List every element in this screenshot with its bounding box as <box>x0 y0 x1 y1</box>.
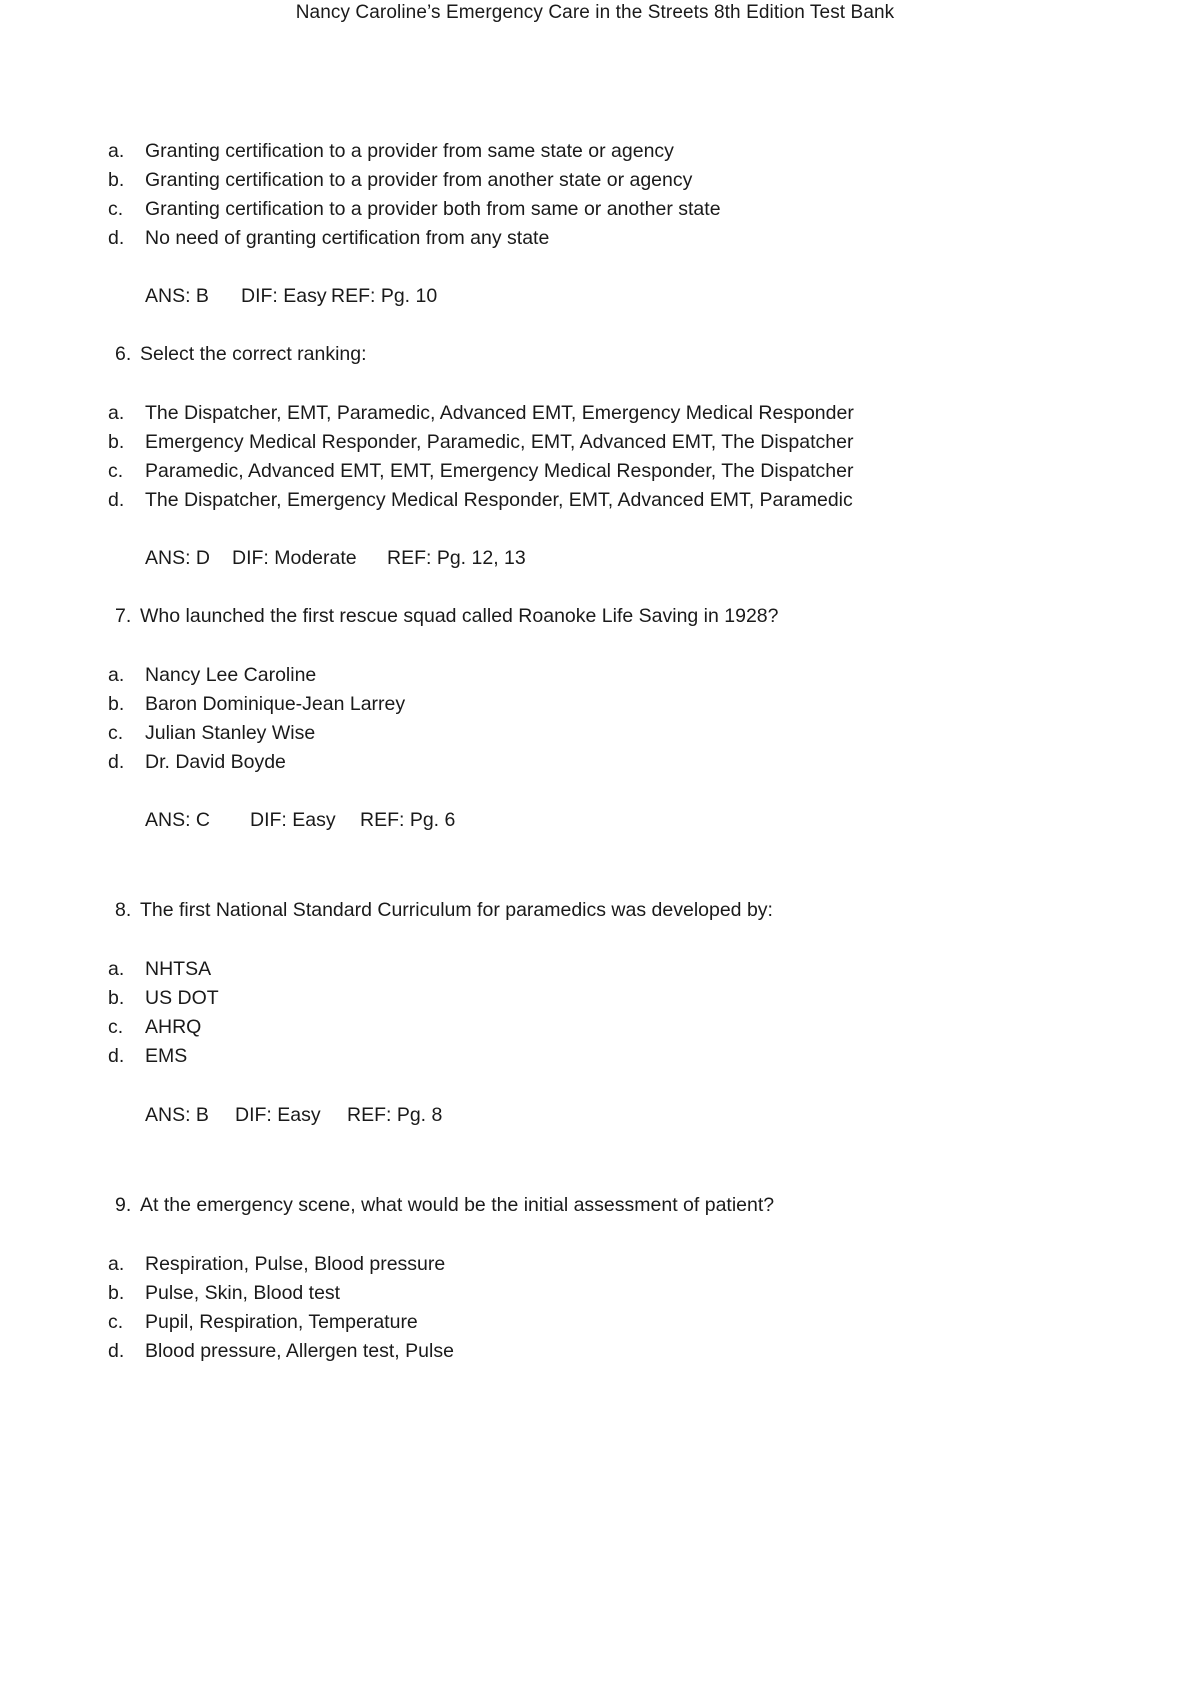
answer-key: ANS: C <box>145 809 211 831</box>
option-text: Emergency Medical Responder, Paramedic, EMT, Advanced EMT, The Dispatcher <box>145 431 854 453</box>
option-text: NHTSA <box>145 958 212 980</box>
option-letter: d. <box>108 227 125 249</box>
option-letter: a. <box>108 140 125 162</box>
option-letter: b. <box>108 987 125 1009</box>
option-letter: d. <box>108 489 125 511</box>
answer-key: ANS: D <box>145 547 211 569</box>
option-text: No need of granting certification from any state <box>145 227 550 249</box>
option-text: Granting certification to a provider both from same or another state <box>145 198 721 220</box>
option-letter: d. <box>108 1045 125 1067</box>
answer-key: ANS: B <box>145 1104 209 1126</box>
reference: REF: Pg. 10 <box>331 285 438 307</box>
option-text: Respiration, Pulse, Blood pressure <box>145 1253 446 1275</box>
question-number: 8. <box>115 899 132 921</box>
option-text: Nancy Lee Caroline <box>145 664 317 686</box>
page-header: Nancy Caroline’s Emergency Care in the Streets 8th Edition Test Bank <box>295 2 895 23</box>
question-text: Select the correct ranking: <box>140 343 367 365</box>
option-letter: c. <box>108 198 124 220</box>
option-letter: a. <box>108 402 125 424</box>
option-text: Julian Stanley Wise <box>145 722 316 744</box>
difficulty: DIF: Easy <box>250 809 336 831</box>
option-letter: a. <box>108 1253 125 1275</box>
option-text: Baron Dominique-Jean Larrey <box>145 693 406 715</box>
option-letter: b. <box>108 1282 125 1304</box>
option-letter: d. <box>108 751 125 773</box>
option-letter: a. <box>108 958 125 980</box>
option-letter: d. <box>108 1340 125 1362</box>
question-number: 6. <box>115 343 132 365</box>
question-text: The first National Standard Curriculum for paramedics was developed by: <box>140 899 773 921</box>
option-text: Dr. David Boyde <box>145 751 286 773</box>
question-text: At the emergency scene, what would be the initial assessment of patient? <box>140 1194 775 1216</box>
question-number: 7. <box>115 605 132 627</box>
option-letter: c. <box>108 722 124 744</box>
option-text: Granting certification to a provider from another state or agency <box>145 169 693 191</box>
option-text: The Dispatcher, EMT, Paramedic, Advanced EMT, Emergency Medical Responder <box>145 402 854 424</box>
option-text: US DOT <box>145 987 219 1009</box>
option-letter: b. <box>108 693 125 715</box>
option-text: AHRQ <box>145 1016 202 1038</box>
reference: REF: Pg. 12, 13 <box>387 547 526 569</box>
difficulty: DIF: Easy <box>241 285 327 307</box>
option-letter: a. <box>108 664 125 686</box>
option-letter: c. <box>108 1311 124 1333</box>
option-letter: b. <box>108 431 125 453</box>
option-text: The Dispatcher, Emergency Medical Responder, EMT, Advanced EMT, Paramedic <box>145 489 853 511</box>
option-text: Granting certification to a provider from same state or agency <box>145 140 674 162</box>
option-letter: c. <box>108 460 124 482</box>
option-text: Pupil, Respiration, Temperature <box>145 1311 418 1333</box>
reference: REF: Pg. 8 <box>347 1104 443 1126</box>
question-text: Who launched the first rescue squad called Roanoke Life Saving in 1928? <box>140 605 779 627</box>
option-text: EMS <box>145 1045 188 1067</box>
option-letter: c. <box>108 1016 124 1038</box>
question-number: 9. <box>115 1194 132 1216</box>
difficulty: DIF: Moderate <box>232 547 357 569</box>
answer-key: ANS: B <box>145 285 209 307</box>
option-text: Pulse, Skin, Blood test <box>145 1282 341 1304</box>
option-letter: b. <box>108 169 125 191</box>
difficulty: DIF: Easy <box>235 1104 321 1126</box>
option-text: Blood pressure, Allergen test, Pulse <box>145 1340 454 1362</box>
option-text: Paramedic, Advanced EMT, EMT, Emergency Medical Responder, The Dispatcher <box>145 460 854 482</box>
reference: REF: Pg. 6 <box>360 809 456 831</box>
